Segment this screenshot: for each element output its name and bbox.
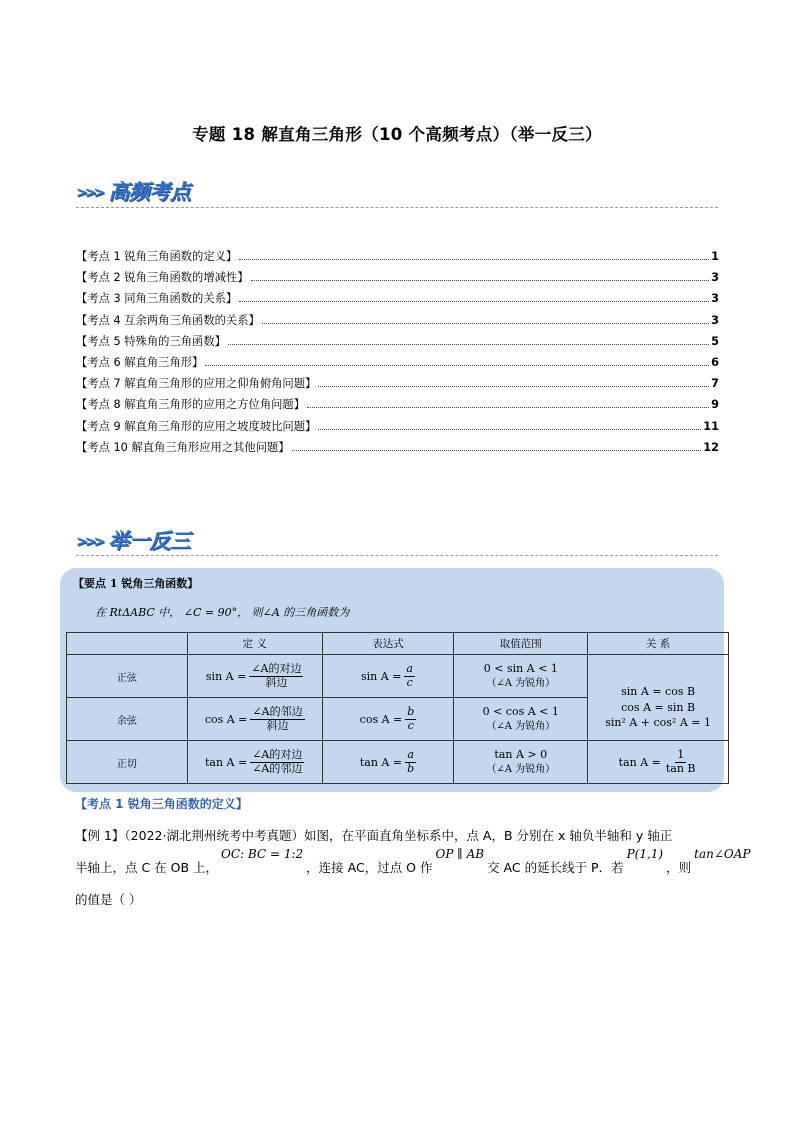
definition-cell: tan A = $\frac{\text{∠A的对边}}{\text{∠A的邻边}}$ <box>187 741 322 784</box>
expression-fraction: $\frac{a}{b}$ <box>407 748 415 775</box>
toc-leader-dots <box>292 441 702 451</box>
key-point-heading: 【要点 1 锐角三角函数】 <box>73 577 199 590</box>
relation-cell: sin A = cos B cos A = sin B sin² A + cos² A = 1 <box>588 655 729 741</box>
table-header: 取值范围 <box>454 633 588 655</box>
range-cell: 0 < cos A < 1 （∠A 为锐角） <box>454 698 588 741</box>
toc-leader-dots <box>307 398 709 408</box>
math-ratio: OC: BC = 1:2 <box>221 847 304 861</box>
toc-page-number: 6 <box>711 355 719 369</box>
toc-leader-dots <box>318 420 701 430</box>
toc-page-number: 12 <box>703 440 719 454</box>
toc-entry[interactable] <box>76 439 719 460</box>
section-heading-label: 举一反三 <box>108 529 191 553</box>
expression-fraction: $\frac{b}{c}$ <box>407 705 415 732</box>
definition-cell: sin A = $\frac{\text{∠A的对边}}{\text{斜边}}$ <box>187 655 322 698</box>
toc-leader-dots <box>262 314 709 324</box>
toc-leader-dots <box>239 250 709 260</box>
definition-fraction: $\frac{\text{∠A的邻边}}{\text{斜边}}$ <box>252 705 303 732</box>
toc-page-number: 11 <box>703 419 719 433</box>
table-header <box>67 633 188 655</box>
toc-entry-label: 【考点 9 解直角三角形的应用之坡度坡比问题】 <box>76 419 317 433</box>
example-line-3: 的值是（ ） <box>75 892 142 907</box>
table-row <box>67 655 729 698</box>
triple-arrow-icon: >>> <box>76 185 103 201</box>
toc-entry-label: 【考点 3 同角三角函数的关系】 <box>76 292 238 306</box>
section-heading-juyi <box>76 525 190 555</box>
toc-entry[interactable] <box>76 354 719 375</box>
definition-fraction: $\frac{\text{∠A的对边}}{\text{∠A的邻边}}$ <box>252 748 303 775</box>
toc-entry-label: 【考点 4 互余两角三角函数的关系】 <box>76 313 260 327</box>
expression-cell: tan A = $\frac{a}{b}$ <box>322 741 454 784</box>
table-of-contents <box>76 248 719 460</box>
math-tan: tan∠OAP <box>694 847 751 861</box>
definition-cell: cos A = $\frac{\text{∠A的邻边}}{\text{斜边}}$ <box>187 698 322 741</box>
toc-entry[interactable] <box>76 290 719 311</box>
toc-page-number: 5 <box>711 334 719 348</box>
table-header: 定 义 <box>187 633 322 655</box>
relation-tan-fraction: $\frac{1}{\text{tan B}}$ <box>665 748 696 775</box>
trig-function-table <box>66 632 729 784</box>
table-header: 关 系 <box>588 633 729 655</box>
math-parallel: OP ∥ AB <box>435 847 485 861</box>
toc-entry-label: 【考点 10 解直角三角形应用之其他问题】 <box>76 440 290 454</box>
table-row <box>67 741 729 784</box>
toc-entry-label: 【考点 8 解直角三角形的应用之方位角问题】 <box>76 398 306 412</box>
toc-page-number: 3 <box>711 313 719 327</box>
toc-page-number: 9 <box>711 398 719 412</box>
example-line-1: 【例 1】（2022·湖北荆州统考中考真题）如图，在平面直角坐标系中，点 A，B 分别在 x 轴负半轴和 y 轴正 <box>75 828 673 843</box>
expression-fraction: $\frac{a}{c}$ <box>406 662 413 689</box>
example-question <box>75 820 751 916</box>
expression-cell: sin A = $\frac{a}{c}$ <box>322 655 454 698</box>
toc-entry-label: 【考点 5 特殊角的三角函数】 <box>76 334 226 348</box>
toc-leader-dots <box>318 377 709 387</box>
range-cell: 0 < sin A < 1 （∠A 为锐角） <box>454 655 588 698</box>
section-divider <box>76 207 718 208</box>
kaodian-heading: 【考点 1 锐角三角函数的定义】 <box>75 797 248 811</box>
triple-arrow-icon: >>> <box>76 534 103 550</box>
toc-leader-dots <box>205 356 709 366</box>
toc-leader-dots <box>239 292 709 302</box>
toc-entry[interactable] <box>76 375 719 396</box>
toc-entry-label: 【考点 6 解直角三角形】 <box>76 355 204 369</box>
function-name: 正弦 <box>67 655 188 698</box>
toc-page-number: 1 <box>711 250 719 263</box>
toc-entry-label: 【考点 1 锐角三角函数的定义】 <box>76 250 238 263</box>
toc-page-number: 7 <box>711 377 719 391</box>
toc-entry[interactable] <box>76 333 719 354</box>
toc-entry-label: 【考点 7 解直角三角形的应用之仰角俯角问题】 <box>76 377 317 391</box>
example-line-2: 半轴上，点 C 在 OB 上，OC: BC = 1:2，连接 AC，过点 O 作OP ∥ AB交 AC 的延长线于 P．若P(1,1)，则tan∠OAP <box>75 847 751 875</box>
toc-page-number: 3 <box>711 271 719 285</box>
function-name: 正切 <box>67 741 188 784</box>
range-cell: tan A > 0 （∠A 为锐角） <box>454 741 588 784</box>
toc-entry[interactable] <box>76 312 719 333</box>
toc-page-number: 3 <box>711 292 719 306</box>
section-divider <box>76 555 718 556</box>
toc-leader-dots <box>228 335 709 345</box>
toc-entry[interactable] <box>76 396 719 417</box>
toc-entry[interactable] <box>76 269 719 290</box>
page-title: 专题 18 解直角三角形（10 个高频考点）（举一反三） <box>192 125 602 144</box>
definition-fraction: $\frac{\text{∠A的对边}}{\text{斜边}}$ <box>251 662 302 689</box>
toc-entry[interactable] <box>76 248 719 269</box>
toc-entry[interactable] <box>76 418 719 439</box>
section-heading-gaopin <box>76 176 190 206</box>
math-point: P(1,1) <box>626 847 664 861</box>
table-header: 表达式 <box>322 633 454 655</box>
relation-tan-cell: tan A = $\frac{1}{\text{tan B}}$ <box>588 741 729 784</box>
key-point-description: 在 RtΔABC 中， ∠C = 90°， 则∠A 的三角函数为 <box>95 606 350 619</box>
toc-leader-dots <box>251 271 709 281</box>
table-header-row <box>67 633 729 655</box>
function-name: 余弦 <box>67 698 188 741</box>
expression-cell: cos A = $\frac{b}{c}$ <box>322 698 454 741</box>
toc-entry-label: 【考点 2 锐角三角函数的增减性】 <box>76 271 249 285</box>
section-heading-label: 高频考点 <box>108 180 191 204</box>
